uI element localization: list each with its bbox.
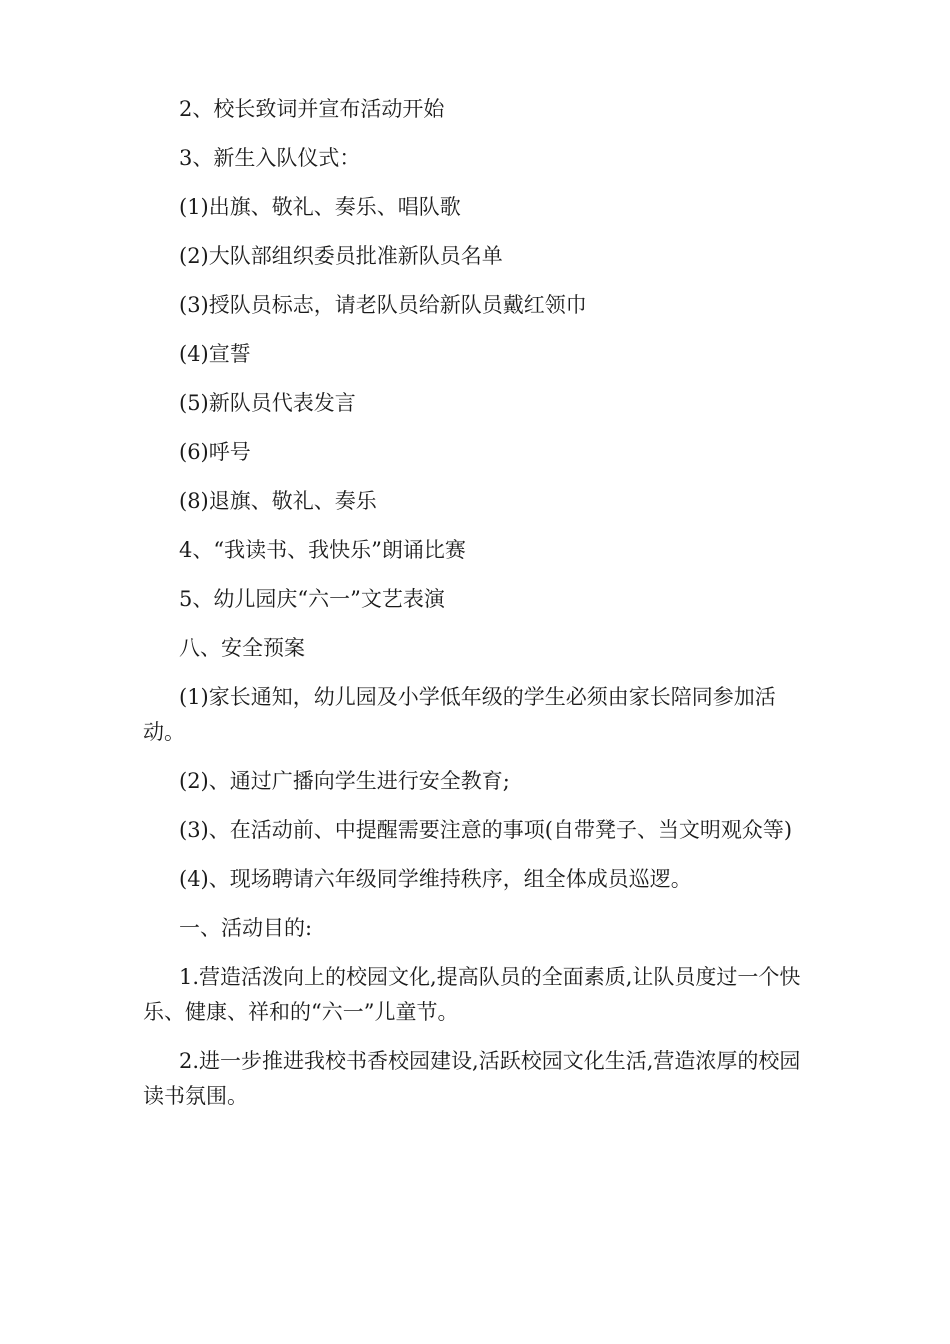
- paragraph-item: (3)授队员标志，请老队员给新队员戴红领巾: [179, 293, 587, 317]
- paragraph-item: (8)退旗、敬礼、奏乐: [179, 489, 377, 513]
- paragraph-item: (2)、通过广播向学生进行安全教育;: [179, 769, 510, 793]
- paragraph-item: 1.营造活泼向上的校园文化,提高队员的全面素质,让队员度过一个快乐、健康、祥和的“六一”儿童节。: [143, 965, 801, 1024]
- paragraph-item: (6)呼号: [179, 440, 251, 464]
- paragraph-item: 4、“我读书、我快乐”朗诵比赛: [179, 538, 466, 562]
- paragraph-item: (1)家长通知，幼儿园及小学低年级的学生必须由家长陪同参加活动。: [143, 685, 776, 744]
- paragraph-item: 2、校长致词并宣布活动开始: [179, 97, 445, 121]
- document-body: [143, 92, 808, 1128]
- paragraph-item: (5)新队员代表发言: [179, 391, 356, 415]
- paragraph-item: (2)大队部组织委员批准新队员名单: [179, 244, 503, 268]
- paragraph-item: (4)宣誓: [179, 342, 251, 366]
- section-heading: 八、安全预案: [179, 636, 305, 660]
- paragraph-item: (1)出旗、敬礼、奏乐、唱队歌: [179, 195, 461, 219]
- paragraph-item: 3、新生入队仪式：: [179, 146, 361, 170]
- paragraph-item: 5、幼儿园庆“六一”文艺表演: [179, 587, 445, 611]
- paragraph-item: (4)、现场聘请六年级同学维持秩序，组全体成员巡逻。: [179, 867, 692, 891]
- paragraph-item: (3)、在活动前、中提醒需要注意的事项(自带凳子、当文明观众等): [179, 818, 793, 842]
- paragraph-item: 2.进一步推进我校书香校园建设,活跃校园文化生活,营造浓厚的校园读书氛围。: [143, 1049, 801, 1108]
- section-heading: 一、活动目的:: [179, 916, 313, 940]
